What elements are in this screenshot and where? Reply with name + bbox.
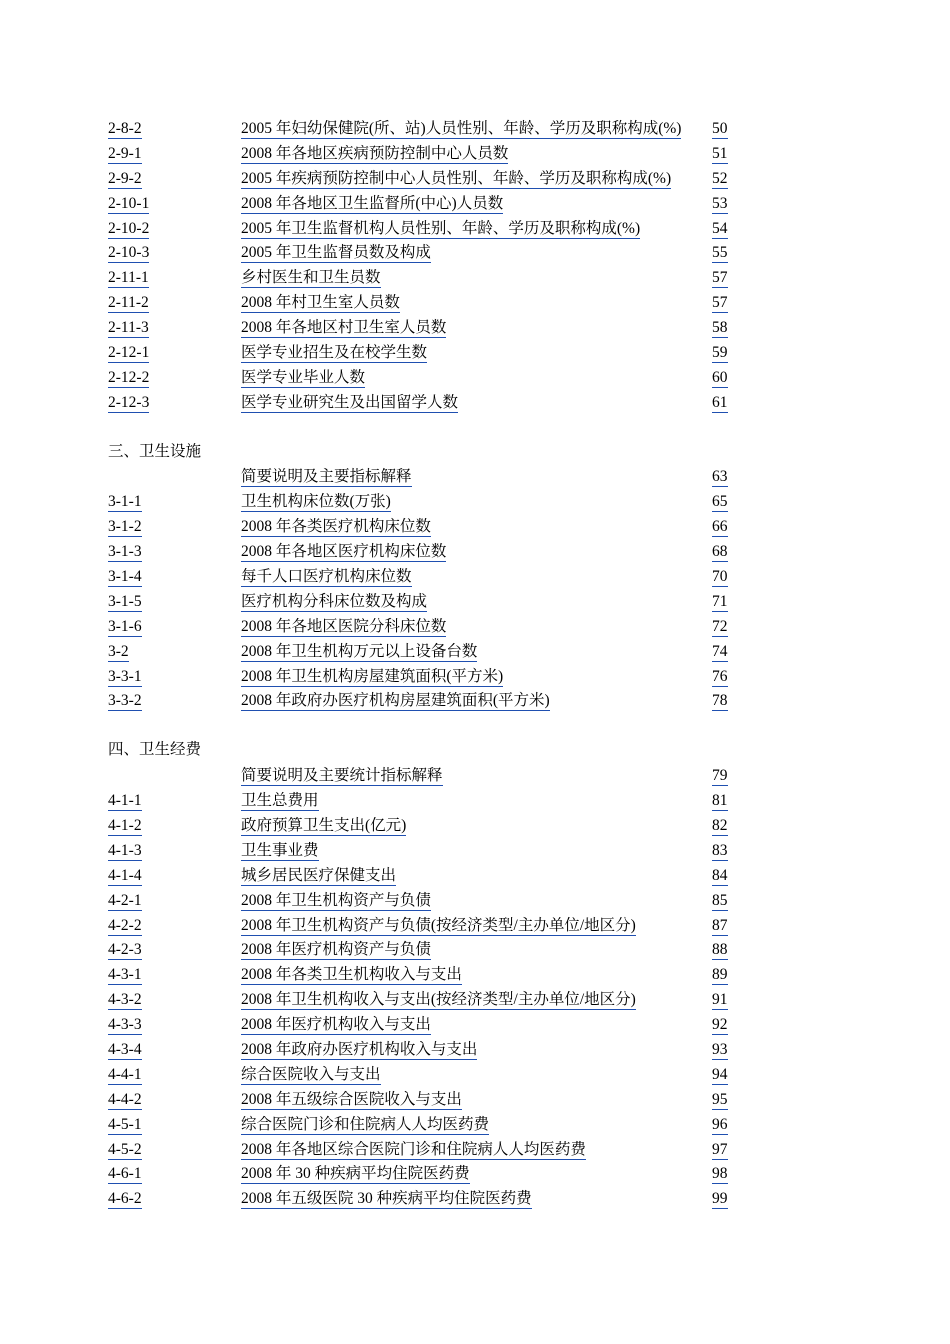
table-title-link[interactable]: 医学专业毕业人数 <box>241 365 365 388</box>
table-title-link[interactable]: 综合医院收入与支出 <box>241 1062 381 1085</box>
page-number-link[interactable]: 57 <box>712 265 728 288</box>
table-number-link[interactable]: 3-1-5 <box>108 589 142 612</box>
toc-entry <box>108 1137 748 1162</box>
table-title-link[interactable]: 医学专业研究生及出国留学人数 <box>241 390 458 413</box>
table-title-link[interactable]: 2008 年各地区疾病预防控制中心人员数 <box>241 141 508 164</box>
page-number-link[interactable]: 54 <box>712 216 728 239</box>
toc-entry <box>108 390 748 415</box>
table-title-link[interactable]: 2008 年五级医院 30 种疾病平均住院医药费 <box>241 1186 532 1209</box>
table-number-link[interactable]: 4-5-2 <box>108 1137 142 1160</box>
table-number-link[interactable]: 2-12-2 <box>108 365 149 388</box>
page-number-link[interactable]: 53 <box>712 191 728 214</box>
toc-entry <box>108 664 748 689</box>
table-number-link[interactable]: 2-9-2 <box>108 166 142 189</box>
page-number-link[interactable]: 88 <box>712 937 728 960</box>
toc-entry <box>108 191 748 216</box>
page-number-link[interactable]: 70 <box>712 564 728 587</box>
toc-entry <box>108 688 748 713</box>
toc-entry <box>108 937 748 962</box>
page-number-link[interactable]: 92 <box>712 1012 728 1035</box>
table-title-link[interactable]: 2008 年 30 种疾病平均住院医药费 <box>241 1161 470 1184</box>
toc-entry <box>108 514 748 539</box>
toc-entry <box>108 265 748 290</box>
table-title-link[interactable]: 2008 年卫生机构资产与负债(按经济类型/主办单位/地区分) <box>241 913 636 936</box>
table-number-link[interactable]: 3-1-4 <box>108 564 142 587</box>
table-number-link[interactable]: 4-1-4 <box>108 863 142 886</box>
table-title-link[interactable]: 2008 年各类医疗机构床位数 <box>241 514 431 537</box>
table-title-link[interactable]: 医学专业招生及在校学生数 <box>241 340 427 363</box>
table-number-link[interactable]: 3-1-3 <box>108 539 142 562</box>
page-number-link[interactable]: 89 <box>712 962 728 985</box>
page-number-link[interactable]: 59 <box>712 340 728 363</box>
toc-entry <box>108 813 748 838</box>
page-number-link[interactable]: 91 <box>712 987 728 1010</box>
table-title-link[interactable]: 2005 年卫生监督机构人员性别、年龄、学历及职称构成(%) <box>241 216 640 239</box>
table-number-link[interactable]: 4-3-1 <box>108 962 142 985</box>
page-number-link[interactable]: 51 <box>712 141 728 164</box>
toc-entry <box>108 240 748 265</box>
toc-entry <box>108 838 748 863</box>
table-title-link[interactable]: 2005 年疾病预防控制中心人员性别、年龄、学历及职称构成(%) <box>241 166 671 189</box>
table-title-link[interactable]: 城乡居民医疗保健支出 <box>241 863 396 886</box>
table-number-link[interactable]: 4-2-3 <box>108 937 142 960</box>
page-number-link[interactable]: 99 <box>712 1186 728 1209</box>
table-title-link[interactable]: 2008 年各地区卫生监督所(中心)人员数 <box>241 191 503 214</box>
page-number-link[interactable]: 71 <box>712 589 728 612</box>
table-title-link[interactable]: 医疗机构分科床位数及构成 <box>241 589 427 612</box>
toc-entry <box>108 1186 748 1211</box>
toc-entry <box>108 1037 748 1062</box>
page-number-link[interactable]: 94 <box>712 1062 728 1085</box>
toc-entry <box>108 564 748 589</box>
table-title-link[interactable]: 卫生总费用 <box>241 788 319 811</box>
toc-entry <box>108 913 748 938</box>
table-number-link[interactable]: 2-12-3 <box>108 390 149 413</box>
table-number-link[interactable]: 4-6-2 <box>108 1186 142 1209</box>
toc-entry <box>108 464 748 489</box>
toc-entry <box>108 141 748 166</box>
toc-entry <box>108 1161 748 1186</box>
table-number-link[interactable]: 2-10-1 <box>108 191 149 214</box>
table-title-link[interactable]: 2005 年妇幼保健院(所、站)人员性别、年龄、学历及职称构成(%) <box>241 116 681 139</box>
page-number-link[interactable]: 85 <box>712 888 728 911</box>
table-number-link[interactable]: 3-1-2 <box>108 514 142 537</box>
toc-entry <box>108 863 748 888</box>
table-title-link[interactable]: 简要说明及主要统计指标解释 <box>241 763 443 786</box>
toc-entry <box>108 1062 748 1087</box>
page-number-link[interactable]: 66 <box>712 514 728 537</box>
table-title-link[interactable]: 2008 年政府办医疗机构房屋建筑面积(平方米) <box>241 688 550 711</box>
page-number-link[interactable]: 95 <box>712 1087 728 1110</box>
page-number-link[interactable]: 55 <box>712 240 728 263</box>
table-title-link[interactable]: 2008 年各类卫生机构收入与支出 <box>241 962 462 985</box>
toc-entry <box>108 589 748 614</box>
table-number-link[interactable]: 4-3-3 <box>108 1012 142 1035</box>
table-number-link[interactable]: 2-10-2 <box>108 216 149 239</box>
table-title-link[interactable]: 2008 年村卫生室人员数 <box>241 290 400 313</box>
page-number-link[interactable]: 58 <box>712 315 728 338</box>
page-number-link[interactable]: 96 <box>712 1112 728 1135</box>
page-number-link[interactable]: 83 <box>712 838 728 861</box>
page-number-link[interactable]: 52 <box>712 166 728 189</box>
page-number-link[interactable]: 76 <box>712 664 728 687</box>
toc-entry <box>108 1087 748 1112</box>
table-title-link[interactable]: 2008 年各地区医院分科床位数 <box>241 614 446 637</box>
page-number-link[interactable]: 60 <box>712 365 728 388</box>
page-number-link[interactable]: 65 <box>712 489 728 512</box>
table-title-link[interactable]: 2008 年卫生机构万元以上设备台数 <box>241 639 477 662</box>
toc-entry <box>108 290 748 315</box>
table-number-link[interactable]: 4-1-1 <box>108 788 142 811</box>
table-number-link[interactable]: 2-11-1 <box>108 265 149 288</box>
page-number-link[interactable]: 84 <box>712 863 728 886</box>
toc-entry <box>108 962 748 987</box>
toc-entry <box>108 987 748 1012</box>
toc-entry <box>108 315 748 340</box>
toc-entry <box>108 1012 748 1037</box>
spacer <box>108 415 748 440</box>
table-number-link[interactable]: 4-4-1 <box>108 1062 142 1085</box>
table-number-link[interactable]: 4-5-1 <box>108 1112 142 1135</box>
table-title-link[interactable]: 2008 年卫生机构收入与支出(按经济类型/主办单位/地区分) <box>241 987 636 1010</box>
table-number-link[interactable]: 3-3-1 <box>108 664 142 687</box>
toc-entry <box>108 614 748 639</box>
section-heading: 三、卫生设施 <box>108 442 202 460</box>
table-number-link[interactable]: 3-2 <box>108 639 129 662</box>
table-number-link[interactable]: 4-3-4 <box>108 1037 142 1060</box>
table-title-link[interactable]: 卫生事业费 <box>241 838 319 861</box>
table-title-link[interactable]: 综合医院门诊和住院病人人均医药费 <box>241 1112 489 1135</box>
table-number-link[interactable]: 3-3-2 <box>108 688 142 711</box>
page-number-link[interactable]: 81 <box>712 788 728 811</box>
toc-entry <box>108 539 748 564</box>
toc-entry <box>108 116 748 141</box>
table-title-link[interactable]: 2008 年医疗机构资产与负债 <box>241 937 431 960</box>
table-title-link[interactable]: 2008 年政府办医疗机构收入与支出 <box>241 1037 477 1060</box>
table-title-link[interactable]: 卫生机构床位数(万张) <box>241 489 391 512</box>
toc-entry <box>108 166 748 191</box>
page-number-link[interactable]: 87 <box>712 913 728 936</box>
table-title-link[interactable]: 2008 年卫生机构资产与负债 <box>241 888 431 911</box>
toc-entry <box>108 1112 748 1137</box>
page-number-link[interactable]: 63 <box>712 464 728 487</box>
table-title-link[interactable]: 每千人口医疗机构床位数 <box>241 564 412 587</box>
table-title-link[interactable]: 2008 年各地区综合医院门诊和住院病人人均医药费 <box>241 1137 586 1160</box>
page-number-link[interactable]: 61 <box>712 390 728 413</box>
table-title-link[interactable]: 2008 年各地区医疗机构床位数 <box>241 539 446 562</box>
page-number-link[interactable]: 93 <box>712 1037 728 1060</box>
table-title-link[interactable]: 2008 年五级综合医院收入与支出 <box>241 1087 462 1110</box>
page-number-link[interactable]: 78 <box>712 688 728 711</box>
section-heading: 四、卫生经费 <box>108 741 202 759</box>
toc-entry <box>108 340 748 365</box>
page-number-link[interactable]: 57 <box>712 290 728 313</box>
table-title-link[interactable]: 2008 年医疗机构收入与支出 <box>241 1012 431 1035</box>
table-number-link[interactable]: 4-1-3 <box>108 838 142 861</box>
page-number-link[interactable]: 68 <box>712 539 728 562</box>
table-number-link[interactable]: 2-10-3 <box>108 240 149 263</box>
table-title-link[interactable]: 乡村医生和卫生员数 <box>241 265 381 288</box>
toc-entry <box>108 365 748 390</box>
table-of-contents <box>108 116 748 1211</box>
toc-entry <box>108 216 748 241</box>
table-title-link[interactable]: 2008 年各地区村卫生室人员数 <box>241 315 446 338</box>
table-number-link[interactable]: 2-9-1 <box>108 141 142 164</box>
table-number-link[interactable]: 4-2-1 <box>108 888 142 911</box>
toc-entry <box>108 639 748 664</box>
toc-entry <box>108 489 748 514</box>
table-title-link[interactable]: 简要说明及主要指标解释 <box>241 464 412 487</box>
table-title-link[interactable]: 2005 年卫生监督员数及构成 <box>241 240 431 263</box>
page-number-link[interactable]: 82 <box>712 813 728 836</box>
table-title-link[interactable]: 政府预算卫生支出(亿元) <box>241 813 406 836</box>
toc-entry <box>108 888 748 913</box>
table-number-link[interactable]: 3-1-6 <box>108 614 142 637</box>
toc-entry <box>108 763 748 788</box>
table-number-link[interactable]: 4-4-2 <box>108 1087 142 1110</box>
page-number-link[interactable]: 74 <box>712 639 728 662</box>
table-number-link[interactable]: 4-2-2 <box>108 913 142 936</box>
table-number-link[interactable]: 2-8-2 <box>108 116 142 139</box>
page-number-link[interactable]: 98 <box>712 1161 728 1184</box>
table-number-link[interactable]: 3-1-1 <box>108 489 142 512</box>
table-number-link[interactable]: 4-6-1 <box>108 1161 142 1184</box>
spacer <box>108 713 748 738</box>
page-number-link[interactable]: 97 <box>712 1137 728 1160</box>
page-number-link[interactable]: 50 <box>712 116 728 139</box>
toc-entry <box>108 788 748 813</box>
table-number-link[interactable]: 4-3-2 <box>108 987 142 1010</box>
table-number-link[interactable]: 2-11-2 <box>108 290 149 313</box>
table-title-link[interactable]: 2008 年卫生机构房屋建筑面积(平方米) <box>241 664 503 687</box>
table-number-link[interactable]: 2-11-3 <box>108 315 149 338</box>
table-number-link[interactable]: 4-1-2 <box>108 813 142 836</box>
page-number-link[interactable]: 72 <box>712 614 728 637</box>
table-number-link[interactable]: 2-12-1 <box>108 340 149 363</box>
page-number-link[interactable]: 79 <box>712 763 728 786</box>
